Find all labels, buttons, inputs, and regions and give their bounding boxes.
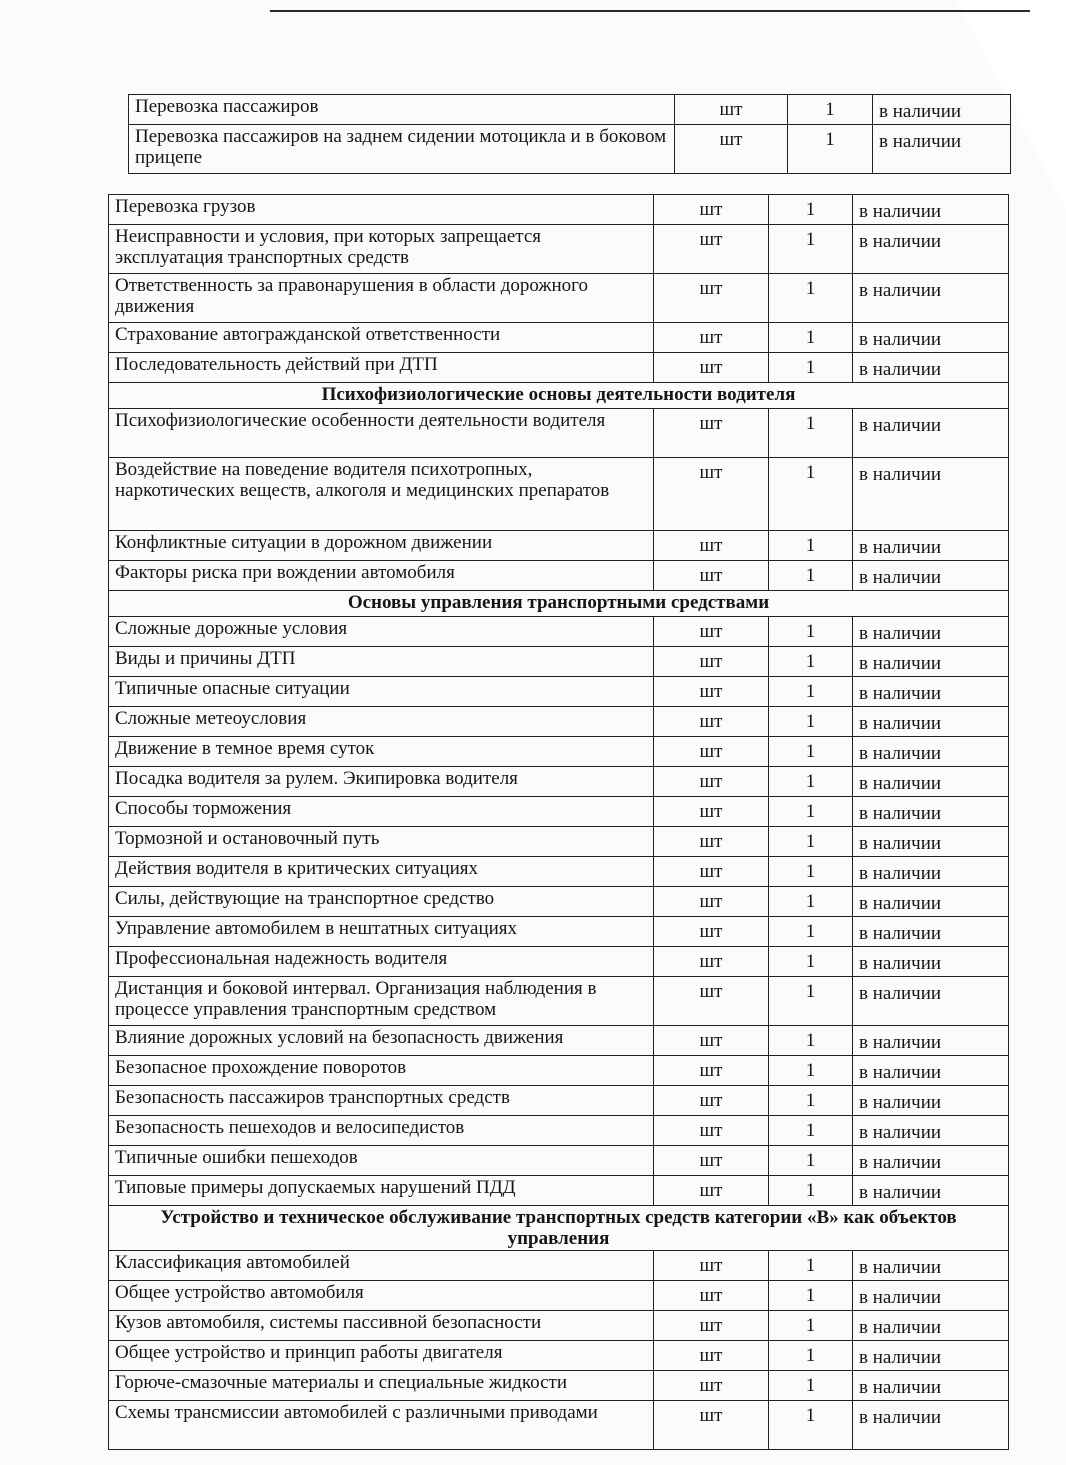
status-cell: в наличии — [853, 707, 1009, 737]
unit-cell: шт — [654, 274, 769, 323]
status-cell: в наличии — [853, 977, 1009, 1026]
unit-cell: шт — [654, 977, 769, 1026]
status-cell: в наличии — [853, 1311, 1009, 1341]
table-row — [129, 95, 1011, 125]
quantity-cell: 1 — [769, 1056, 853, 1086]
unit-cell: шт — [654, 827, 769, 857]
item-name-cell: Тормозной и остановочный путь — [109, 827, 654, 857]
table-row — [109, 1401, 1009, 1450]
unit-cell: шт — [654, 1371, 769, 1401]
table-row — [109, 1281, 1009, 1311]
item-name-cell: Безопасность пешеходов и велосипедистов — [109, 1116, 654, 1146]
status-cell: в наличии — [853, 677, 1009, 707]
unit-cell: шт — [654, 561, 769, 591]
item-name-cell: Последовательность действий при ДТП — [109, 353, 654, 383]
table-row — [109, 707, 1009, 737]
status-cell: в наличии — [853, 1176, 1009, 1206]
table-body — [109, 195, 1009, 1450]
section-title: Устройство и техническое обслуживание транспортных средств категории «В» как объектов управления — [109, 1206, 1009, 1251]
unit-cell: шт — [654, 1146, 769, 1176]
unit-cell: шт — [654, 1251, 769, 1281]
item-name-cell: Виды и причины ДТП — [109, 647, 654, 677]
quantity-cell: 1 — [769, 767, 853, 797]
unit-cell: шт — [654, 323, 769, 353]
table-row — [109, 977, 1009, 1026]
equipment-table-main — [108, 194, 1009, 1450]
unit-cell: шт — [654, 1026, 769, 1056]
quantity-cell: 1 — [769, 1086, 853, 1116]
status-cell: в наличии — [853, 947, 1009, 977]
item-name-cell: Факторы риска при вождении автомобиля — [109, 561, 654, 591]
item-name-cell: Влияние дорожных условий на безопасность движения — [109, 1026, 654, 1056]
section-header-row — [109, 383, 1009, 409]
status-cell: в наличии — [853, 353, 1009, 383]
item-name-cell: Схемы трансмиссии автомобилей с различными приводами — [109, 1401, 654, 1450]
table-row — [109, 647, 1009, 677]
status-cell: в наличии — [853, 323, 1009, 353]
quantity-cell: 1 — [769, 1176, 853, 1206]
quantity-cell: 1 — [788, 125, 873, 174]
table-row — [109, 767, 1009, 797]
quantity-cell: 1 — [769, 827, 853, 857]
status-cell: в наличии — [853, 531, 1009, 561]
table-row — [109, 323, 1009, 353]
item-name-cell: Перевозка пассажиров — [129, 95, 675, 125]
table-row — [109, 677, 1009, 707]
quantity-cell: 1 — [769, 409, 853, 458]
item-name-cell: Перевозка грузов — [109, 195, 654, 225]
status-cell: в наличии — [853, 1086, 1009, 1116]
unit-cell: шт — [675, 125, 788, 174]
item-name-cell: Конфликтные ситуации в дорожном движении — [109, 531, 654, 561]
quantity-cell: 1 — [769, 857, 853, 887]
unit-cell: шт — [654, 1086, 769, 1116]
unit-cell: шт — [654, 707, 769, 737]
status-cell: в наличии — [853, 1371, 1009, 1401]
status-cell: в наличии — [853, 647, 1009, 677]
table-row — [109, 1026, 1009, 1056]
table-row — [109, 561, 1009, 591]
quantity-cell: 1 — [769, 353, 853, 383]
unit-cell: шт — [654, 917, 769, 947]
status-cell: в наличии — [853, 857, 1009, 887]
status-cell: в наличии — [853, 225, 1009, 274]
item-name-cell: Типичные опасные ситуации — [109, 677, 654, 707]
quantity-cell: 1 — [769, 225, 853, 274]
quantity-cell: 1 — [769, 917, 853, 947]
status-cell: в наличии — [853, 797, 1009, 827]
unit-cell: шт — [654, 1401, 769, 1450]
status-cell: в наличии — [853, 827, 1009, 857]
item-name-cell: Управление автомобилем в нештатных ситуациях — [109, 917, 654, 947]
unit-cell: шт — [654, 677, 769, 707]
status-cell: в наличии — [853, 1116, 1009, 1146]
unit-cell: шт — [654, 1116, 769, 1146]
item-name-cell: Движение в темное время суток — [109, 737, 654, 767]
quantity-cell: 1 — [769, 947, 853, 977]
item-name-cell: Дистанция и боковой интервал. Организация наблюдения в процессе управления транспортным средством — [109, 977, 654, 1026]
table-row — [109, 857, 1009, 887]
status-cell: в наличии — [853, 1056, 1009, 1086]
item-name-cell: Типичные ошибки пешеходов — [109, 1146, 654, 1176]
unit-cell: шт — [654, 195, 769, 225]
table-row — [109, 1341, 1009, 1371]
table-row — [109, 917, 1009, 947]
quantity-cell: 1 — [769, 1026, 853, 1056]
quantity-cell: 1 — [769, 561, 853, 591]
table-row — [129, 125, 1011, 174]
section-header-row — [109, 1206, 1009, 1251]
quantity-cell: 1 — [769, 977, 853, 1026]
item-name-cell: Общее устройство и принцип работы двигателя — [109, 1341, 654, 1371]
unit-cell: шт — [654, 1176, 769, 1206]
table-row — [109, 531, 1009, 561]
quantity-cell: 1 — [769, 1281, 853, 1311]
unit-cell: шт — [654, 737, 769, 767]
unit-cell: шт — [654, 647, 769, 677]
section-title: Основы управления транспортными средствами — [109, 591, 1009, 617]
unit-cell: шт — [654, 947, 769, 977]
quantity-cell: 1 — [769, 647, 853, 677]
quantity-cell: 1 — [769, 797, 853, 827]
unit-cell: шт — [654, 225, 769, 274]
table-row — [109, 1311, 1009, 1341]
item-name-cell: Ответственность за правонарушения в области дорожного движения — [109, 274, 654, 323]
quantity-cell: 1 — [769, 531, 853, 561]
table-row — [109, 274, 1009, 323]
table-row — [109, 947, 1009, 977]
item-name-cell: Воздействие на поведение водителя психотропных, наркотических веществ, алкоголя и медицинских препаратов — [109, 458, 654, 531]
quantity-cell: 1 — [769, 195, 853, 225]
item-name-cell: Действия водителя в критических ситуациях — [109, 857, 654, 887]
item-name-cell: Кузов автомобиля, системы пассивной безопасности — [109, 1311, 654, 1341]
quantity-cell: 1 — [769, 323, 853, 353]
status-cell: в наличии — [853, 1026, 1009, 1056]
unit-cell: шт — [654, 767, 769, 797]
item-name-cell: Способы торможения — [109, 797, 654, 827]
status-cell: в наличии — [853, 1341, 1009, 1371]
item-name-cell: Страхование автогражданской ответственности — [109, 323, 654, 353]
status-cell: в наличии — [853, 1401, 1009, 1450]
unit-cell: шт — [654, 1281, 769, 1311]
unit-cell: шт — [654, 887, 769, 917]
table-row — [109, 1086, 1009, 1116]
table-row — [109, 1146, 1009, 1176]
table-row — [109, 225, 1009, 274]
status-cell: в наличии — [853, 1281, 1009, 1311]
item-name-cell: Сложные дорожные условия — [109, 617, 654, 647]
unit-cell: шт — [654, 458, 769, 531]
status-cell: в наличии — [853, 737, 1009, 767]
quantity-cell: 1 — [769, 1401, 853, 1450]
quantity-cell: 1 — [769, 707, 853, 737]
unit-cell: шт — [654, 797, 769, 827]
status-cell: в наличии — [873, 125, 1011, 174]
item-name-cell: Посадка водителя за рулем. Экипировка водителя — [109, 767, 654, 797]
status-cell: в наличии — [853, 458, 1009, 531]
status-cell: в наличии — [853, 617, 1009, 647]
status-cell: в наличии — [853, 887, 1009, 917]
quantity-cell: 1 — [769, 1251, 853, 1281]
section-header-row — [109, 591, 1009, 617]
status-cell: в наличии — [853, 561, 1009, 591]
table-row — [109, 1116, 1009, 1146]
quantity-cell: 1 — [769, 677, 853, 707]
table-row — [109, 1176, 1009, 1206]
table-row — [109, 737, 1009, 767]
table-row — [109, 458, 1009, 531]
page-edge-line — [270, 10, 1030, 12]
status-cell: в наличии — [853, 274, 1009, 323]
quantity-cell: 1 — [788, 95, 873, 125]
unit-cell: шт — [675, 95, 788, 125]
equipment-table-top — [128, 94, 1011, 174]
status-cell: в наличии — [853, 767, 1009, 797]
table-row — [109, 195, 1009, 225]
item-name-cell: Безопасность пассажиров транспортных средств — [109, 1086, 654, 1116]
status-cell: в наличии — [853, 195, 1009, 225]
unit-cell: шт — [654, 531, 769, 561]
item-name-cell: Силы, действующие на транспортное средство — [109, 887, 654, 917]
quantity-cell: 1 — [769, 1311, 853, 1341]
status-cell: в наличии — [873, 95, 1011, 125]
quantity-cell: 1 — [769, 1116, 853, 1146]
unit-cell: шт — [654, 857, 769, 887]
quantity-cell: 1 — [769, 458, 853, 531]
table-row — [109, 1251, 1009, 1281]
item-name-cell: Неисправности и условия, при которых запрещается эксплуатация транспортных средств — [109, 225, 654, 274]
table-row — [109, 797, 1009, 827]
section-title: Психофизиологические основы деятельности водителя — [109, 383, 1009, 409]
table-body — [129, 95, 1011, 174]
status-cell: в наличии — [853, 917, 1009, 947]
status-cell: в наличии — [853, 1251, 1009, 1281]
item-name-cell: Психофизиологические особенности деятельности водителя — [109, 409, 654, 458]
quantity-cell: 1 — [769, 737, 853, 767]
quantity-cell: 1 — [769, 887, 853, 917]
item-name-cell: Горюче-смазочные материалы и специальные жидкости — [109, 1371, 654, 1401]
item-name-cell: Типовые примеры допускаемых нарушений ПДД — [109, 1176, 654, 1206]
item-name-cell: Сложные метеоусловия — [109, 707, 654, 737]
unit-cell: шт — [654, 1311, 769, 1341]
table-row — [109, 827, 1009, 857]
table-row — [109, 887, 1009, 917]
status-cell: в наличии — [853, 409, 1009, 458]
item-name-cell: Классификация автомобилей — [109, 1251, 654, 1281]
item-name-cell: Безопасное прохождение поворотов — [109, 1056, 654, 1086]
unit-cell: шт — [654, 409, 769, 458]
unit-cell: шт — [654, 353, 769, 383]
unit-cell: шт — [654, 1341, 769, 1371]
quantity-cell: 1 — [769, 1371, 853, 1401]
unit-cell: шт — [654, 617, 769, 647]
status-cell: в наличии — [853, 1146, 1009, 1176]
table-row — [109, 1371, 1009, 1401]
quantity-cell: 1 — [769, 1146, 853, 1176]
item-name-cell: Профессиональная надежность водителя — [109, 947, 654, 977]
item-name-cell: Перевозка пассажиров на заднем сидении мотоцикла и в боковом прицепе — [129, 125, 675, 174]
item-name-cell: Общее устройство автомобиля — [109, 1281, 654, 1311]
quantity-cell: 1 — [769, 1341, 853, 1371]
table-row — [109, 617, 1009, 647]
table-row — [109, 1056, 1009, 1086]
unit-cell: шт — [654, 1056, 769, 1086]
quantity-cell: 1 — [769, 274, 853, 323]
table-row — [109, 353, 1009, 383]
quantity-cell: 1 — [769, 617, 853, 647]
table-row — [109, 409, 1009, 458]
